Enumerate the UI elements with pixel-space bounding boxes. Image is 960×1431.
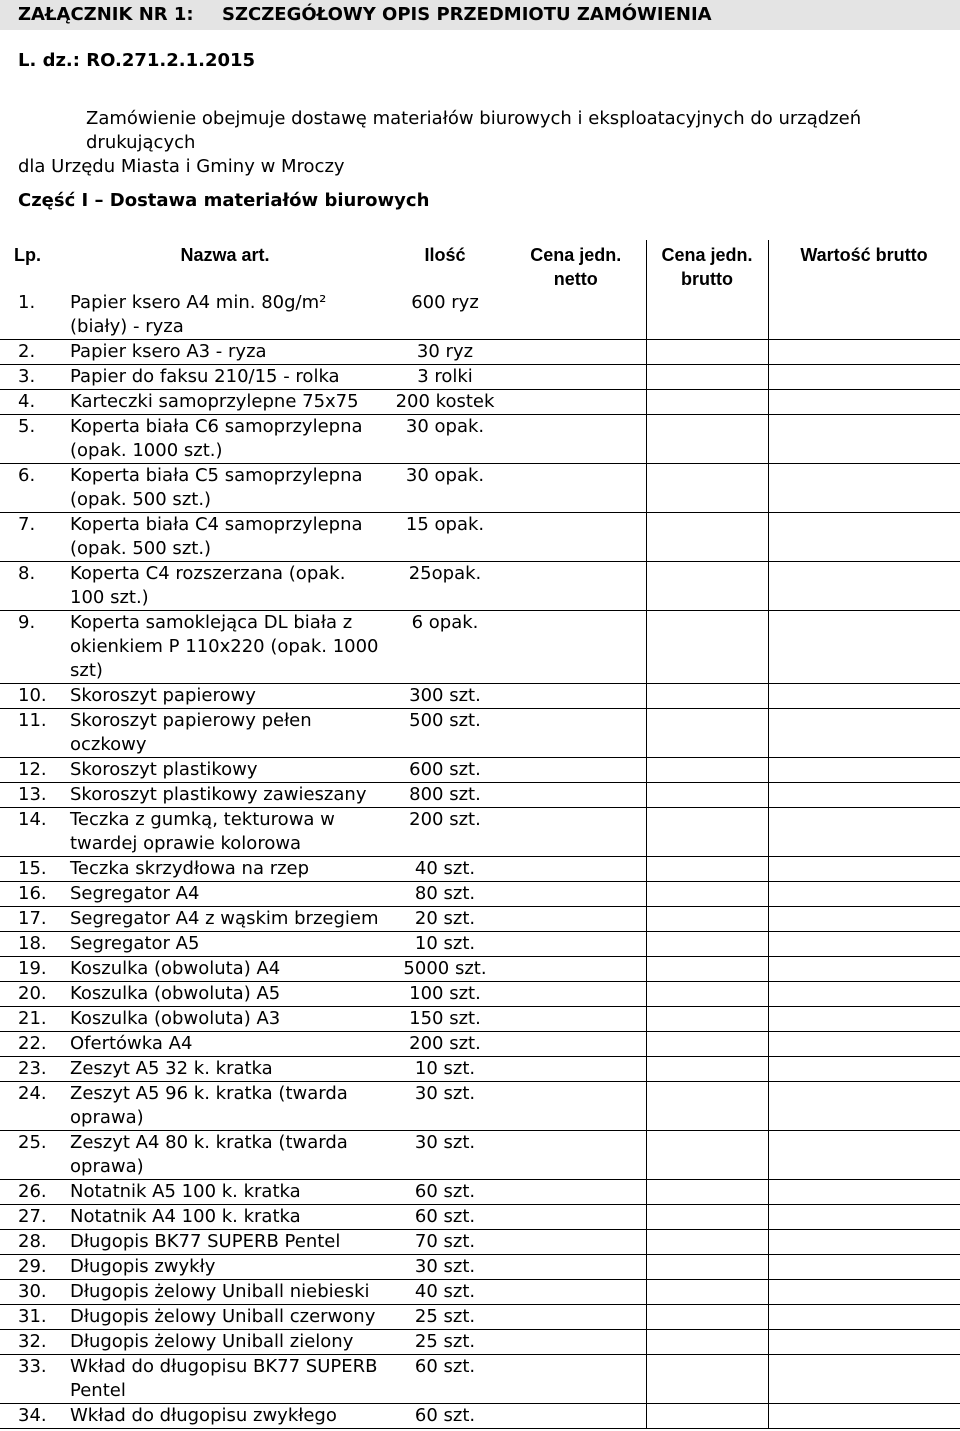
row-lp: 33. <box>0 1355 66 1404</box>
row-name: Wkład do długopisu zwykłego <box>66 1404 384 1429</box>
row-gross-price <box>646 1082 768 1131</box>
row-net-price <box>506 1355 646 1404</box>
row-lp: 14. <box>0 808 66 857</box>
row-gross-value <box>768 1355 960 1404</box>
row-net-price <box>506 857 646 882</box>
row-gross-value <box>768 957 960 982</box>
row-net-price <box>506 365 646 390</box>
row-lp: 8. <box>0 562 66 611</box>
row-name: Skoroszyt plastikowy zawieszany <box>66 783 384 808</box>
row-gross-price <box>646 1404 768 1429</box>
table-row <box>0 1355 960 1404</box>
row-lp: 21. <box>0 1007 66 1032</box>
table-row <box>0 1280 960 1305</box>
row-gross-value <box>768 1230 960 1255</box>
row-gross-price <box>646 365 768 390</box>
row-gross-price <box>646 709 768 758</box>
row-qty: 60 szt. <box>384 1404 506 1429</box>
table-row <box>0 513 960 562</box>
table-row <box>0 1255 960 1280</box>
row-gross-price <box>646 513 768 562</box>
row-net-price <box>506 1057 646 1082</box>
intro-line-1: Zamówienie obejmuje dostawę materiałów biurowych i eksploatacyjnych do urządzeń drukujących <box>86 108 862 153</box>
row-name: Segregator A4 z wąskim brzegiem <box>66 907 384 932</box>
row-lp: 15. <box>0 857 66 882</box>
row-gross-value <box>768 365 960 390</box>
table-row <box>0 390 960 415</box>
row-gross-price <box>646 1032 768 1057</box>
row-gross-value <box>768 709 960 758</box>
row-qty: 600 ryz <box>384 291 506 340</box>
row-lp: 6. <box>0 464 66 513</box>
row-gross-price <box>646 1355 768 1404</box>
row-gross-value <box>768 932 960 957</box>
row-lp: 5. <box>0 415 66 464</box>
row-lp: 7. <box>0 513 66 562</box>
items-table <box>0 240 960 1429</box>
table-row <box>0 415 960 464</box>
row-name: Skoroszyt papierowy <box>66 684 384 709</box>
row-net-price <box>506 611 646 684</box>
row-name: Skoroszyt plastikowy <box>66 758 384 783</box>
row-name: Koszulka (obwoluta) A4 <box>66 957 384 982</box>
row-gross-value <box>768 1032 960 1057</box>
row-gross-price <box>646 1131 768 1180</box>
row-gross-value <box>768 1007 960 1032</box>
row-lp: 29. <box>0 1255 66 1280</box>
table-row <box>0 611 960 684</box>
row-gross-value <box>768 857 960 882</box>
row-qty: 40 szt. <box>384 857 506 882</box>
row-gross-price <box>646 1305 768 1330</box>
row-name: Koperta biała C4 samoprzylepna (opak. 500 szt.) <box>66 513 384 562</box>
table-row <box>0 907 960 932</box>
row-name: Koperta samoklejąca DL biała z okienkiem P 110x220 (opak. 1000 szt) <box>66 611 384 684</box>
row-net-price <box>506 1330 646 1355</box>
row-lp: 28. <box>0 1230 66 1255</box>
header-name: Nazwa art. <box>180 245 270 265</box>
row-name: Papier do faksu 210/15 - rolka <box>66 365 384 390</box>
row-name: Wkład do długopisu BK77 SUPERB Pentel <box>66 1355 384 1404</box>
row-name: Długopis żelowy Uniball czerwony <box>66 1305 384 1330</box>
row-name: Karteczki samoprzylepne 75x75 <box>66 390 384 415</box>
row-net-price <box>506 1305 646 1330</box>
row-gross-price <box>646 291 768 340</box>
table-row <box>0 1082 960 1131</box>
header-net-price: Cena jedn. netto <box>506 240 646 291</box>
table-row <box>0 982 960 1007</box>
row-gross-price <box>646 390 768 415</box>
row-qty: 800 szt. <box>384 783 506 808</box>
row-qty: 30 szt. <box>384 1082 506 1131</box>
row-net-price <box>506 415 646 464</box>
row-gross-value <box>768 684 960 709</box>
row-gross-price <box>646 1280 768 1305</box>
row-qty: 80 szt. <box>384 882 506 907</box>
row-qty: 40 szt. <box>384 1280 506 1305</box>
row-gross-price <box>646 932 768 957</box>
table-row <box>0 1230 960 1255</box>
row-gross-value <box>768 882 960 907</box>
table-row <box>0 291 960 340</box>
row-lp: 23. <box>0 1057 66 1082</box>
table-row <box>0 1205 960 1230</box>
row-gross-price <box>646 1180 768 1205</box>
row-lp: 22. <box>0 1032 66 1057</box>
row-gross-value <box>768 907 960 932</box>
row-name: Długopis zwykły <box>66 1255 384 1280</box>
attachment-label: ZAŁĄCZNIK NR 1: <box>18 4 194 25</box>
row-gross-price <box>646 882 768 907</box>
table-row <box>0 464 960 513</box>
row-lp: 17. <box>0 907 66 932</box>
table-row <box>0 758 960 783</box>
table-row <box>0 783 960 808</box>
row-gross-price <box>646 982 768 1007</box>
row-qty: 30 opak. <box>384 415 506 464</box>
row-gross-value <box>768 1330 960 1355</box>
row-lp: 1. <box>0 291 66 340</box>
row-qty: 70 szt. <box>384 1230 506 1255</box>
row-gross-price <box>646 562 768 611</box>
document-header <box>0 0 960 30</box>
row-qty: 60 szt. <box>384 1180 506 1205</box>
table-row <box>0 709 960 758</box>
row-gross-value <box>768 1280 960 1305</box>
row-gross-value <box>768 464 960 513</box>
row-lp: 13. <box>0 783 66 808</box>
row-name: Papier ksero A3 - ryza <box>66 340 384 365</box>
row-qty: 200 szt. <box>384 1032 506 1057</box>
row-gross-value <box>768 415 960 464</box>
intro-line-2: dla Urzędu Miasta i Gminy w Mroczy <box>18 156 345 177</box>
row-lp: 9. <box>0 611 66 684</box>
header-lp: Lp. <box>14 245 41 265</box>
row-qty: 15 opak. <box>384 513 506 562</box>
reference-number: L. dz.: RO.271.2.1.2015 <box>18 50 256 71</box>
row-name: Skoroszyt papierowy pełen oczkowy <box>66 709 384 758</box>
row-net-price <box>506 709 646 758</box>
row-lp: 19. <box>0 957 66 982</box>
header-qty: Ilość <box>424 245 466 265</box>
row-lp: 24. <box>0 1082 66 1131</box>
row-name: Zeszyt A4 80 k. kratka (twarda oprawa) <box>66 1131 384 1180</box>
document-title: SZCZEGÓŁOWY OPIS PRZEDMIOTU ZAMÓWIENIA <box>222 4 712 25</box>
table-row <box>0 684 960 709</box>
row-name: Długopis żelowy Uniball niebieski <box>66 1280 384 1305</box>
row-lp: 31. <box>0 1305 66 1330</box>
row-net-price <box>506 684 646 709</box>
table-row <box>0 882 960 907</box>
row-net-price <box>506 1230 646 1255</box>
row-gross-price <box>646 415 768 464</box>
row-lp: 26. <box>0 1180 66 1205</box>
row-name: Zeszyt A5 32 k. kratka <box>66 1057 384 1082</box>
intro-paragraph <box>18 107 958 179</box>
row-net-price <box>506 808 646 857</box>
row-qty: 25opak. <box>384 562 506 611</box>
row-net-price <box>506 291 646 340</box>
row-net-price <box>506 907 646 932</box>
row-name: Koperta biała C6 samoprzylepna (opak. 1000 szt.) <box>66 415 384 464</box>
row-qty: 6 opak. <box>384 611 506 684</box>
row-gross-price <box>646 1230 768 1255</box>
row-gross-value <box>768 390 960 415</box>
table-header-row <box>0 240 960 291</box>
row-name: Koperta biała C5 samoprzylepna (opak. 500 szt.) <box>66 464 384 513</box>
row-net-price <box>506 882 646 907</box>
row-net-price <box>506 390 646 415</box>
row-gross-value <box>768 783 960 808</box>
table-row <box>0 1305 960 1330</box>
row-lp: 12. <box>0 758 66 783</box>
row-gross-price <box>646 1255 768 1280</box>
row-qty: 30 szt. <box>384 1131 506 1180</box>
row-gross-price <box>646 464 768 513</box>
row-name: Teczka z gumką, tekturowa w twardej oprawie kolorowa <box>66 808 384 857</box>
table-row <box>0 1180 960 1205</box>
row-gross-value <box>768 1057 960 1082</box>
row-name: Zeszyt A5 96 k. kratka (twarda oprawa) <box>66 1082 384 1131</box>
row-net-price <box>506 1255 646 1280</box>
row-gross-value <box>768 562 960 611</box>
row-gross-price <box>646 957 768 982</box>
row-gross-value <box>768 982 960 1007</box>
row-qty: 200 szt. <box>384 808 506 857</box>
row-net-price <box>506 957 646 982</box>
table-row <box>0 857 960 882</box>
row-name: Segregator A4 <box>66 882 384 907</box>
row-gross-price <box>646 808 768 857</box>
header-gross-price: Cena jedn. brutto <box>646 240 768 291</box>
row-lp: 32. <box>0 1330 66 1355</box>
row-qty: 30 szt. <box>384 1255 506 1280</box>
row-gross-value <box>768 808 960 857</box>
row-gross-value <box>768 1131 960 1180</box>
row-lp: 27. <box>0 1205 66 1230</box>
row-gross-value <box>768 611 960 684</box>
row-qty: 100 szt. <box>384 982 506 1007</box>
row-qty: 10 szt. <box>384 1057 506 1082</box>
row-name: Teczka skrzydłowa na rzep <box>66 857 384 882</box>
row-net-price <box>506 1131 646 1180</box>
row-net-price <box>506 982 646 1007</box>
table-row <box>0 1404 960 1429</box>
row-gross-price <box>646 758 768 783</box>
table-row <box>0 562 960 611</box>
row-gross-price <box>646 783 768 808</box>
row-net-price <box>506 1032 646 1057</box>
row-name: Długopis żelowy Uniball zielony <box>66 1330 384 1355</box>
row-net-price <box>506 1180 646 1205</box>
table-row <box>0 932 960 957</box>
row-net-price <box>506 1280 646 1305</box>
row-gross-price <box>646 1057 768 1082</box>
row-gross-value <box>768 1205 960 1230</box>
row-name: Segregator A5 <box>66 932 384 957</box>
row-name: Notatnik A4 100 k. kratka <box>66 1205 384 1230</box>
row-name: Długopis BK77 SUPERB Pentel <box>66 1230 384 1255</box>
row-net-price <box>506 340 646 365</box>
row-gross-value <box>768 1305 960 1330</box>
row-qty: 200 kostek <box>384 390 506 415</box>
row-qty: 5000 szt. <box>384 957 506 982</box>
row-lp: 20. <box>0 982 66 1007</box>
table-row <box>0 1330 960 1355</box>
row-net-price <box>506 464 646 513</box>
table-body <box>0 291 960 1429</box>
row-gross-price <box>646 1007 768 1032</box>
row-gross-value <box>768 1255 960 1280</box>
row-name: Ofertówka A4 <box>66 1032 384 1057</box>
row-name: Koszulka (obwoluta) A3 <box>66 1007 384 1032</box>
row-net-price <box>506 1404 646 1429</box>
table-row <box>0 340 960 365</box>
row-qty: 500 szt. <box>384 709 506 758</box>
table-row <box>0 957 960 982</box>
items-table-wrapper <box>0 240 960 1429</box>
row-qty: 20 szt. <box>384 907 506 932</box>
row-lp: 2. <box>0 340 66 365</box>
row-net-price <box>506 783 646 808</box>
row-lp: 10. <box>0 684 66 709</box>
row-gross-value <box>768 1404 960 1429</box>
row-lp: 34. <box>0 1404 66 1429</box>
row-qty: 25 szt. <box>384 1330 506 1355</box>
row-lp: 3. <box>0 365 66 390</box>
row-gross-price <box>646 907 768 932</box>
row-gross-value <box>768 291 960 340</box>
row-qty: 60 szt. <box>384 1205 506 1230</box>
row-name: Koszulka (obwoluta) A5 <box>66 982 384 1007</box>
row-lp: 11. <box>0 709 66 758</box>
row-gross-price <box>646 611 768 684</box>
row-net-price <box>506 1082 646 1131</box>
row-lp: 30. <box>0 1280 66 1305</box>
row-gross-value <box>768 758 960 783</box>
row-qty: 300 szt. <box>384 684 506 709</box>
row-qty: 30 opak. <box>384 464 506 513</box>
row-net-price <box>506 932 646 957</box>
row-gross-price <box>646 340 768 365</box>
row-gross-value <box>768 513 960 562</box>
row-gross-value <box>768 340 960 365</box>
table-row <box>0 365 960 390</box>
row-gross-price <box>646 1330 768 1355</box>
row-qty: 600 szt. <box>384 758 506 783</box>
table-row <box>0 1007 960 1032</box>
row-name: Papier ksero A4 min. 80g/m² (biały) - ryza <box>66 291 384 340</box>
row-qty: 3 rolki <box>384 365 506 390</box>
row-net-price <box>506 758 646 783</box>
row-name: Koperta C4 rozszerzana (opak. 100 szt.) <box>66 562 384 611</box>
row-lp: 4. <box>0 390 66 415</box>
row-net-price <box>506 1007 646 1032</box>
row-gross-price <box>646 857 768 882</box>
table-row <box>0 1032 960 1057</box>
table-row <box>0 1057 960 1082</box>
row-gross-value <box>768 1082 960 1131</box>
row-net-price <box>506 513 646 562</box>
table-row <box>0 808 960 857</box>
row-net-price <box>506 1205 646 1230</box>
row-qty: 30 ryz <box>384 340 506 365</box>
row-gross-price <box>646 1205 768 1230</box>
part-title: Część I – Dostawa materiałów biurowych <box>18 190 430 211</box>
row-gross-price <box>646 684 768 709</box>
table-row <box>0 1131 960 1180</box>
row-lp: 16. <box>0 882 66 907</box>
row-qty: 25 szt. <box>384 1305 506 1330</box>
row-lp: 25. <box>0 1131 66 1180</box>
row-lp: 18. <box>0 932 66 957</box>
row-qty: 10 szt. <box>384 932 506 957</box>
row-name: Notatnik A5 100 k. kratka <box>66 1180 384 1205</box>
row-qty: 150 szt. <box>384 1007 506 1032</box>
row-qty: 60 szt. <box>384 1355 506 1404</box>
row-gross-value <box>768 1180 960 1205</box>
header-gross-value: Wartość brutto <box>768 240 960 291</box>
row-net-price <box>506 562 646 611</box>
